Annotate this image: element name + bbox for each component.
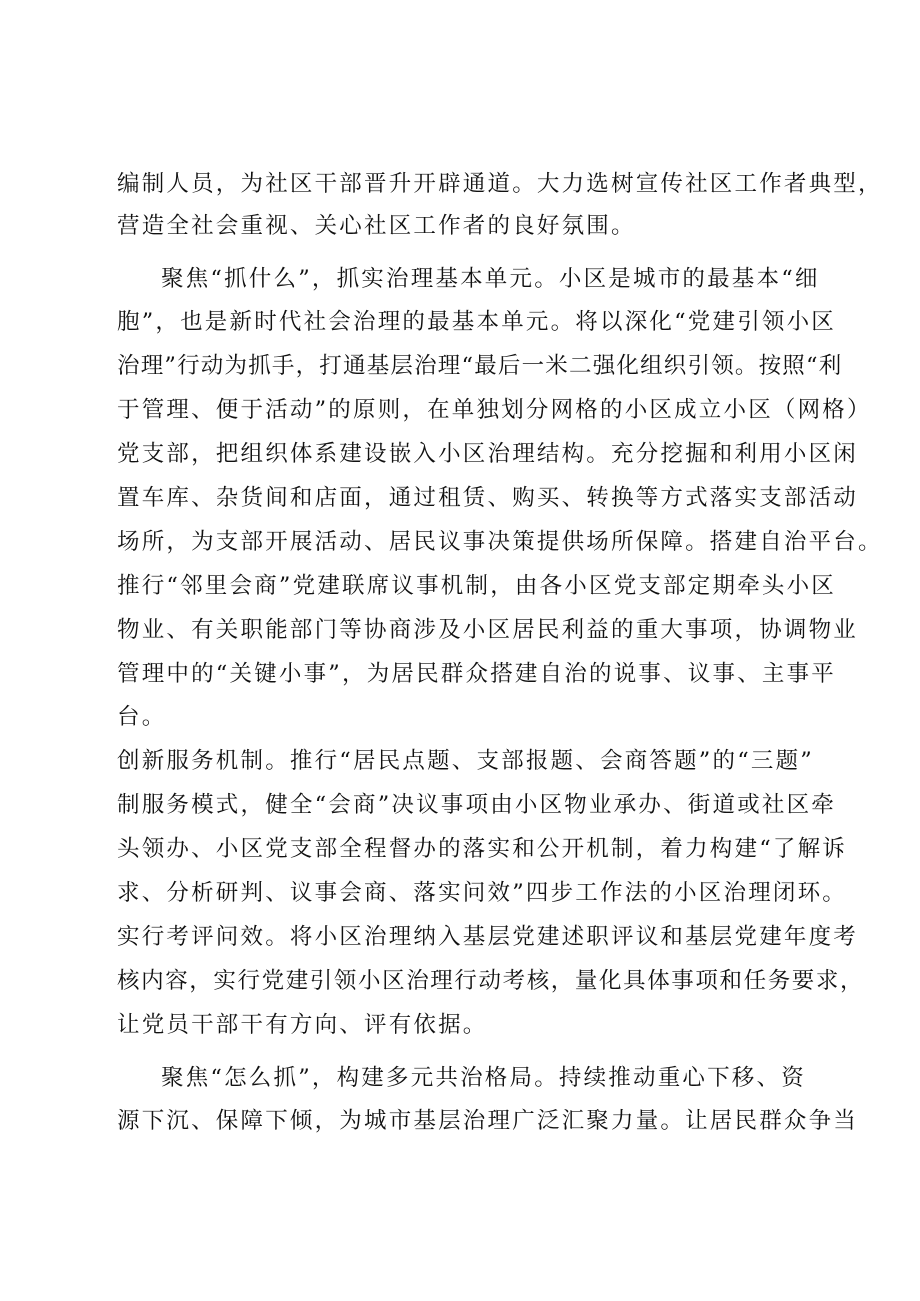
text-line: 源下沉、保障下倾，为城市基层治理广泛汇聚力量。让居民群众争当 (117, 1108, 859, 1134)
text-line: 党支部，把组织体系建设嵌入小区治理结构。充分挖掘和利用小区闲 (117, 441, 859, 467)
text-line: 场所，为支部开展活动、居民议事决策提供场所保障。搭建自治平台。 (117, 529, 883, 555)
text-line: 创新服务机制。推行“居民点题、支部报题、会商答题”的“三题” (117, 748, 815, 774)
text-line: 让党员干部干有方向、评有依据。 (117, 1012, 488, 1038)
paragraph-heading-line: 聚焦“怎么抓”，构建多元共治格局。持续推动重心下移、资 (161, 1065, 806, 1091)
text-line: 管理中的“关键小事”，为居民群众搭建自治的说事、议事、主事平 (117, 661, 837, 687)
text-line: 物业、有关职能部门等协商涉及小区居民利益的重大事项，协调物业 (117, 617, 859, 643)
text-line: 求、分析研判、议事会商、落实问效”四步工作法的小区治理闭环。 (117, 880, 848, 906)
paragraph-heading-line: 聚焦“抓什么”，抓实治理基本单元。小区是城市的最基本“细 (161, 266, 820, 292)
text-line: 胞”，也是新时代社会治理的最基本单元。将以深化“党建引领小区 (117, 309, 837, 335)
text-line: 台。 (117, 704, 167, 730)
text-line: 核内容，实行党建引领小区治理行动考核，量化具体事项和任务要求， (117, 968, 865, 994)
text-line: 头领办、小区党支部全程督办的落实和公开机制，着力构建“了解诉 (117, 836, 848, 862)
text-line: 于管理、便于活动”的原则，在单独划分网格的小区成立小区（网格） (117, 397, 872, 423)
text-line: 推行“邻里会商”党建联席议事机制，由各小区党支部定期牵头小区 (117, 573, 837, 599)
text-line: 实行考评问效。将小区治理纳入基层党建述职评议和基层党建年度考 (117, 924, 859, 950)
text-line: 置车库、杂货间和店面，通过租赁、购买、转换等方式落实支部活动 (117, 485, 859, 511)
text-line: 治理”行动为抓手，打通基层治理“最后一米二强化组织引领。按照“利 (117, 353, 843, 379)
text-line: 编制人员，为社区干部晋升开辟通道。大力选树宣传社区工作者典型， (117, 171, 883, 197)
text-line: 营造全社会重视、关心社区工作者的良好氛围。 (117, 213, 636, 239)
text-line: 制服务模式，健全“会商”决议事项由小区物业承办、街道或社区牵 (117, 792, 837, 818)
